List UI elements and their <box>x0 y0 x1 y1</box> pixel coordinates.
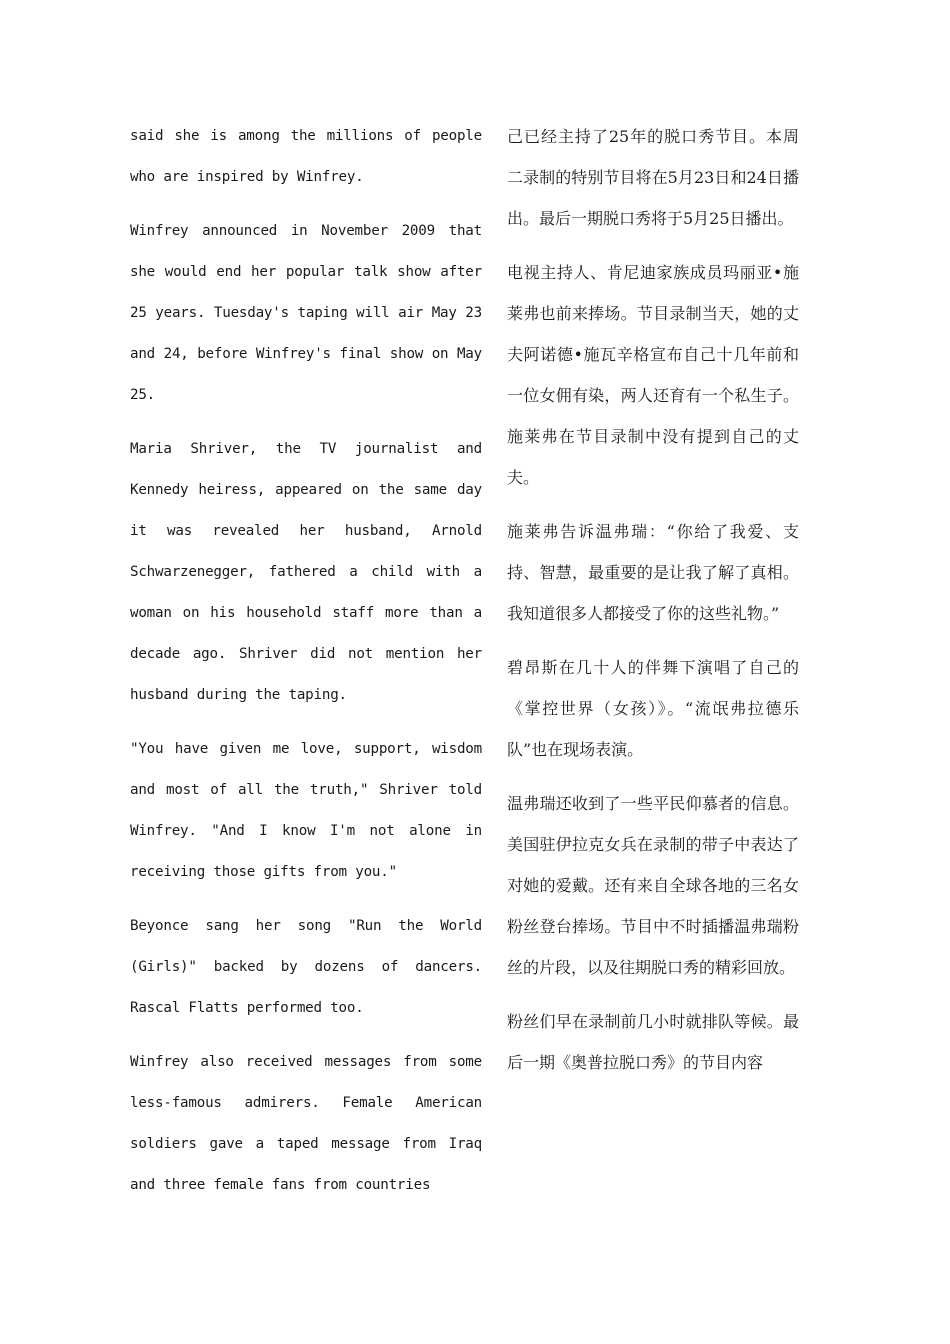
chinese-paragraph-6: 粉丝们早在录制前几小时就排队等候。最后一期《奥普拉脱口秀》的节目内容 <box>507 1012 799 1072</box>
english-paragraph-5: Beyonce sang her song "Run the World (Girls)" backed by dozens of dancers. Rascal Flatts performed too. <box>130 918 482 1016</box>
chinese-paragraph-4: 碧昂斯在几十人的伴舞下演唱了自己的《掌控世界（女孩）》。“流氓弗拉德乐队”也在现场表演。 <box>507 658 799 759</box>
english-paragraph-3: Maria Shriver, the TV journalist and Kennedy heiress, appeared on the same day it was revealed her husband, Arnold Schwarzenegger, fathered a child with a woman on his household staff more than a decade ago. Shriver did not mention her husband during the taping. <box>130 441 482 703</box>
chinese-paragraph-2: 电视主持人、肯尼迪家族成员玛丽亚•施莱弗也前来捧场。节目录制当天，她的丈夫阿诺德•施瓦辛格宣布自己十几年前和一位女佣有染，两人还育有一个私生子。施莱弗在节目录制中没有提到自己的丈夫。 <box>507 263 799 487</box>
english-paragraph-2: Winfrey announced in November 2009 that she would end her popular talk show after 25 years. Tuesday's taping will air May 23 and 24, before Winfrey's final show on May 25. <box>130 223 482 403</box>
chinese-column <box>507 116 799 1096</box>
chinese-paragraph-1: 己已经主持了25年的脱口秀节目。本周二录制的特别节目将在5月23日和24日播出。最后一期脱口秀将于5月25日播出。 <box>507 127 799 228</box>
english-paragraph-4: "You have given me love, support, wisdom and most of all the truth," Shriver told Winfrey. "And I know I'm not alone in receiving those gifts from you." <box>130 741 482 880</box>
english-paragraph-6: Winfrey also received messages from some less-famous admirers. Female American soldiers gave a taped message from Iraq and three female fans from countries <box>130 1054 482 1193</box>
chinese-paragraph-3: 施莱弗告诉温弗瑞：“你给了我爱、支持、智慧，最重要的是让我了解了真相。我知道很多人都接受了你的这些礼物。” <box>507 522 799 623</box>
english-paragraph-1: said she is among the millions of people who are inspired by Winfrey. <box>130 128 482 185</box>
english-column <box>130 116 482 1219</box>
chinese-paragraph-5: 温弗瑞还收到了一些平民仰慕者的信息。美国驻伊拉克女兵在录制的带子中表达了对她的爱戴。还有来自全球各地的三名女粉丝登台捧场。节目中不时插播温弗瑞粉丝的片段，以及往期脱口秀的精彩回放。 <box>507 794 799 977</box>
